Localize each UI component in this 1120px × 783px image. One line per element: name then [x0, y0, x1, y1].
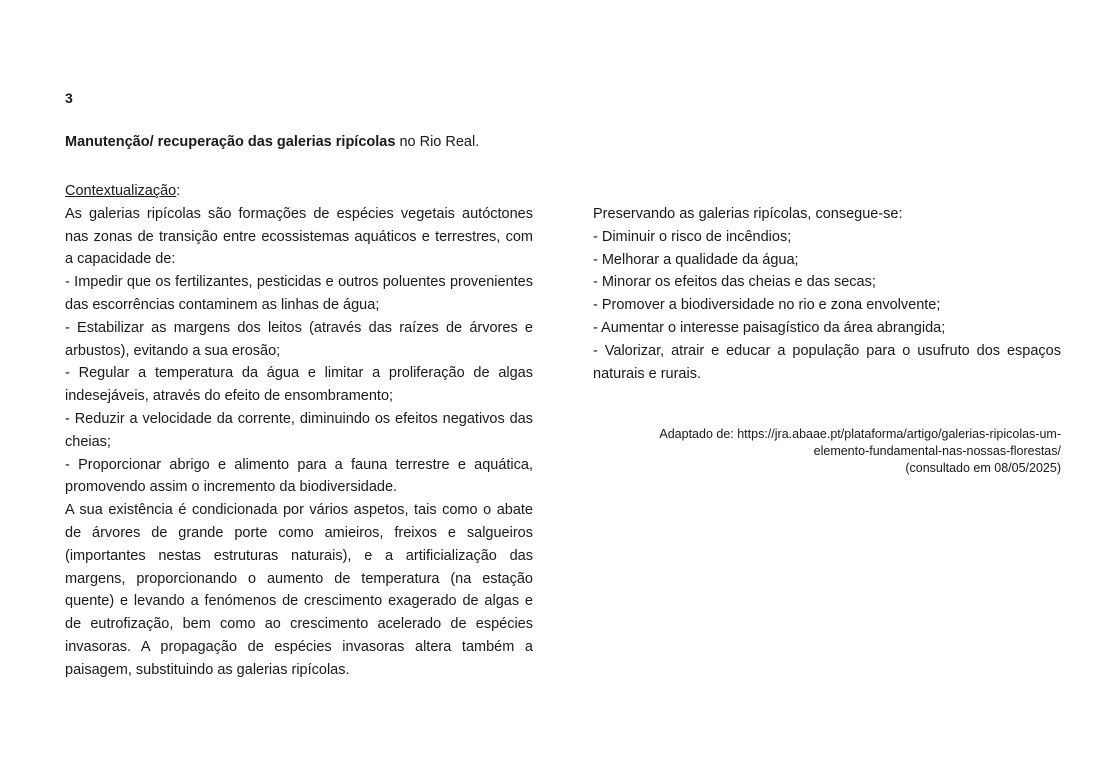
section-heading-suffix: : [176, 183, 181, 199]
citation-line: elemento-fundamental-nas-nossas-florestas/ [813, 444, 1061, 458]
citation-date: (consultado em 08/05/2025) [905, 461, 1061, 475]
benefit-item: - Valorizar, atrair e educar a população para o usufruto dos espaços naturais e rurais. [593, 342, 1061, 382]
capacity-item: - Proporcionar abrigo e alimento para a fauna terrestre e aquática, promovendo assim o incremento da biodiversidade. [65, 456, 533, 496]
section-heading-line [65, 180, 533, 203]
left-column [65, 180, 533, 682]
benefit-item: - Promover a biodiversidade no rio e zona envolvente; [593, 297, 941, 314]
benefits-intro: Preservando as galerias ripícolas, consegue-se: [593, 206, 903, 222]
paragraph-threats: A sua existência é condicionada por vários aspetos, tais como o abate de árvores de grande porte como amieiros, freixos e salgueiros (importantes nestas estruturas naturais), e a artificialização das margens, proporcionando o aumento de temperatura (na estação quente) e levando a fenómenos de crescimento exagerado de algas e de eutrofização, bem como ao crescimento acelerado de espécies invasoras. A propagação de espécies invasoras altera também a paisagem, substituindo as galerias ripícolas. [65, 502, 533, 678]
section-heading: Contextualização [65, 183, 177, 199]
page-title [65, 134, 479, 150]
page-number: 3 [65, 90, 73, 106]
benefit-item: - Aumentar o interesse paisagístico da área abrangida; [593, 319, 946, 336]
right-column [593, 203, 1061, 385]
page-title-bold: Manutenção/ recuperação das galerias ripícolas [65, 134, 396, 150]
benefit-item: - Minorar os efeitos das cheias e das secas; [593, 274, 876, 291]
capacity-item: - Regular a temperatura da água e limitar a proliferação de algas indesejáveis, através do efeito de ensombramento; [65, 365, 533, 405]
capacity-item: - Reduzir a velocidade da corrente, diminuindo os efeitos negativos das cheias; [65, 410, 533, 450]
capacity-item: - Estabilizar as margens dos leitos (através das raízes de árvores e arbustos), evitando a sua erosão; [65, 319, 533, 359]
citation-line: Adaptado de: https://jra.abaae.pt/plataforma/artigo/galerias-ripicolas-um- [659, 427, 1061, 441]
benefit-item: - Diminuir o risco de incêndios; [593, 228, 792, 245]
capacity-item: - Impedir que os fertilizantes, pesticidas e outros poluentes provenientes das escorrências contaminem as linhas de água; [65, 274, 533, 313]
page-title-rest: no Rio Real. [395, 134, 480, 150]
paragraph-intro: As galerias ripícolas são formações de espécies vegetais autóctones nas zonas de transição entre ecossistemas aquáticos e terrestres, com a capacidade de: [65, 205, 533, 268]
source-citation [593, 426, 1061, 477]
benefit-item: - Melhorar a qualidade da água; [593, 251, 799, 268]
